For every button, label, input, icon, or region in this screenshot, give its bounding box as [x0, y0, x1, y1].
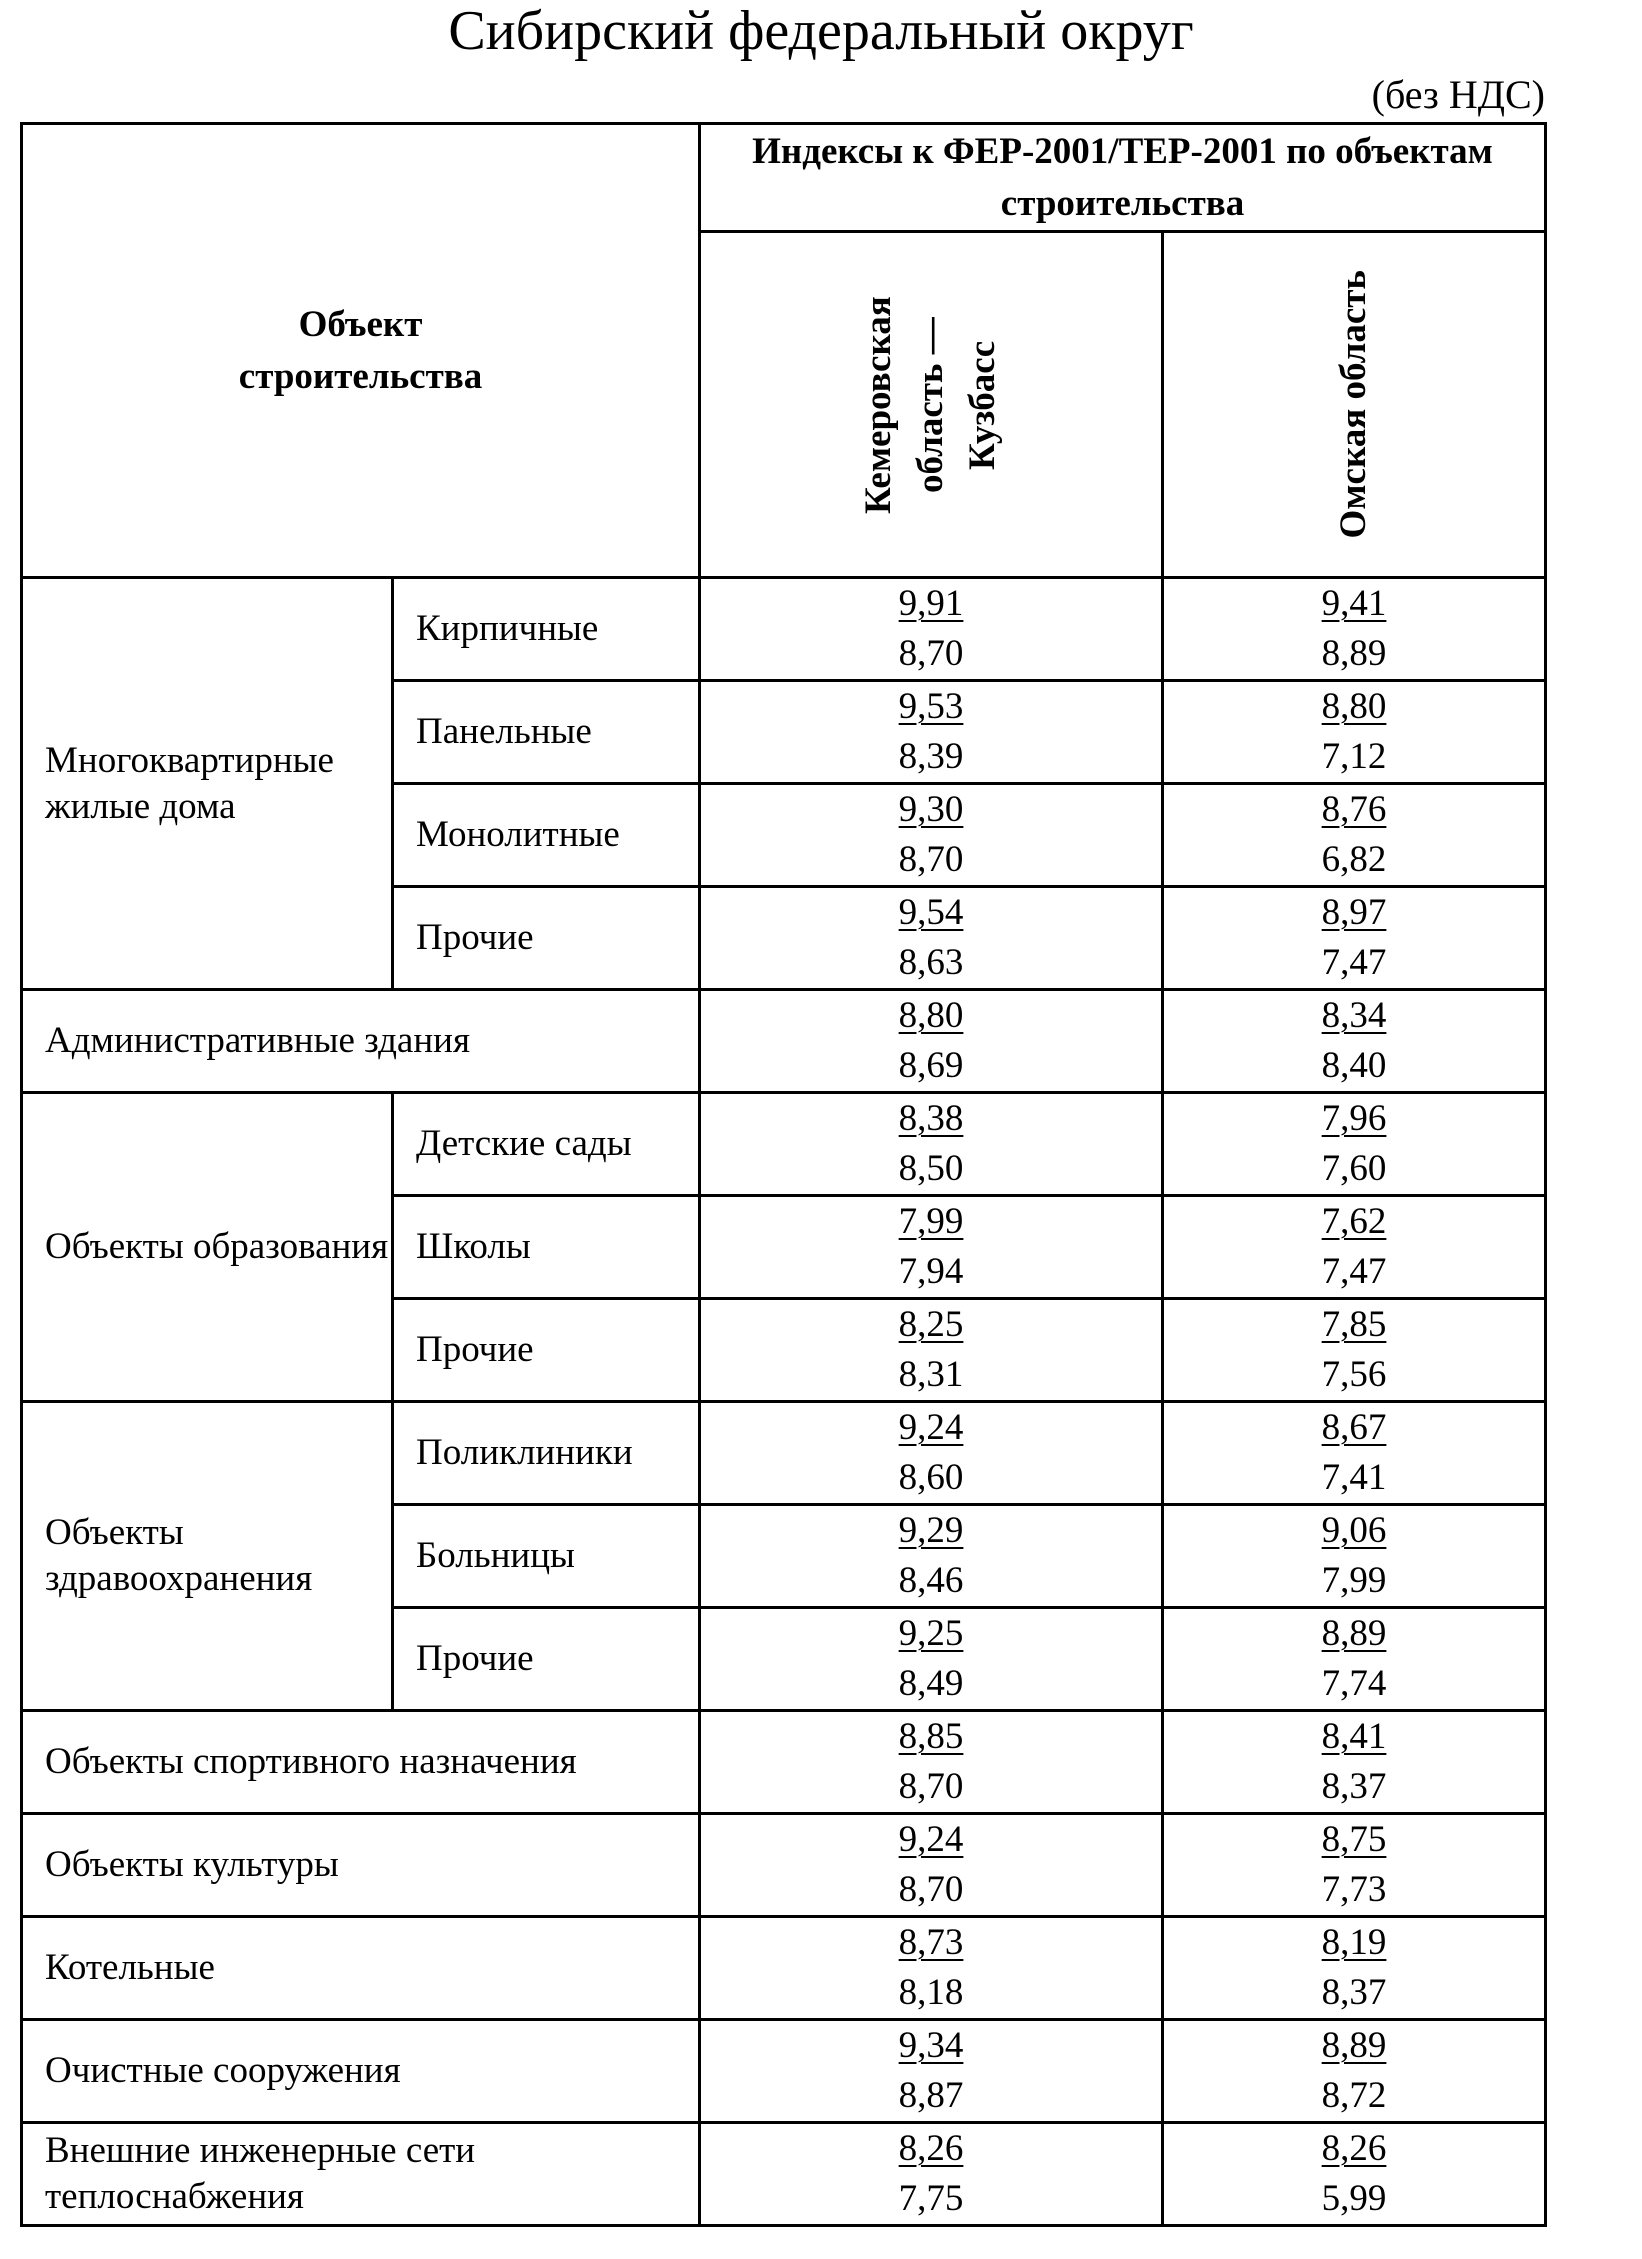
- index-value-bottom: 6,82: [1321, 839, 1387, 880]
- object-name: Объекты спортивного назначения: [22, 1711, 700, 1814]
- index-value-top: 9,30: [898, 789, 964, 830]
- index-value-bottom: 8,18: [898, 1972, 964, 2013]
- object-subtype: Прочие: [393, 887, 700, 990]
- table-row: [22, 1402, 1546, 1505]
- index-value-bottom: 7,94: [898, 1251, 964, 1292]
- value-cell-kemerovo: [700, 1093, 1163, 1196]
- index-value-bottom: 8,49: [898, 1663, 964, 1704]
- index-value-top: 8,89: [1321, 1613, 1387, 1654]
- object-subtype: Панельные: [393, 681, 700, 784]
- object-subtype: Прочие: [393, 1299, 700, 1402]
- index-value-top: 8,85: [898, 1716, 964, 1757]
- index-value-bottom: 8,70: [898, 1766, 964, 1807]
- index-value-bottom: 8,70: [898, 633, 964, 674]
- index-value-bottom: 8,70: [898, 1869, 964, 1910]
- index-value-bottom: 8,50: [898, 1148, 964, 1189]
- object-subtype: Школы: [393, 1196, 700, 1299]
- table-row: [22, 2020, 1546, 2123]
- index-value-bottom: 7,47: [1321, 1251, 1387, 1292]
- object-subtype: Кирпичные: [393, 578, 700, 681]
- region-header-omsk: [1163, 232, 1546, 578]
- index-value-bottom: 8,40: [1321, 1045, 1387, 1086]
- table-row: [22, 990, 1546, 1093]
- index-value-top: 8,89: [1321, 2025, 1387, 2066]
- index-value-top: 8,80: [898, 995, 964, 1036]
- object-name: Объекты культуры: [22, 1814, 700, 1917]
- value-cell-omsk: [1163, 681, 1546, 784]
- index-value-top: 8,97: [1321, 892, 1387, 933]
- index-value-top: 9,25: [898, 1613, 964, 1654]
- index-value-bottom: 8,72: [1321, 2075, 1387, 2116]
- value-cell-kemerovo: [700, 2020, 1163, 2123]
- index-value-bottom: 7,74: [1321, 1663, 1387, 1704]
- index-value-top: 8,26: [1321, 2128, 1387, 2169]
- value-cell-kemerovo: [700, 784, 1163, 887]
- vat-note: (без НДС): [1371, 72, 1545, 117]
- header-row: [22, 124, 1546, 232]
- value-cell-kemerovo: [700, 990, 1163, 1093]
- value-cell-omsk: [1163, 784, 1546, 887]
- index-value-bottom: 7,60: [1321, 1148, 1387, 1189]
- index-value-top: 8,73: [898, 1922, 964, 1963]
- index-value-bottom: 8,89: [1321, 633, 1387, 674]
- index-value-bottom: 8,87: [898, 2075, 964, 2116]
- index-value-top: 7,99: [898, 1201, 964, 1242]
- value-cell-kemerovo: [700, 1299, 1163, 1402]
- object-group-name: Объекты образования: [22, 1093, 393, 1402]
- value-cell-omsk: [1163, 1814, 1546, 1917]
- index-value-bottom: 8,63: [898, 942, 964, 983]
- index-value-bottom: 8,37: [1321, 1972, 1387, 2013]
- region-header-kemerovo: [700, 232, 1163, 578]
- value-cell-kemerovo: [700, 1402, 1163, 1505]
- index-value-bottom: 8,46: [898, 1560, 964, 1601]
- index-table: [20, 122, 1547, 2227]
- index-value-bottom: 8,37: [1321, 1766, 1387, 1807]
- value-cell-omsk: [1163, 1196, 1546, 1299]
- index-value-top: 8,34: [1321, 995, 1387, 1036]
- object-group-name: Объекты здравоохранения: [22, 1402, 393, 1711]
- object-group-name: Многоквартирные жилые дома: [22, 578, 393, 990]
- value-cell-omsk: [1163, 887, 1546, 990]
- index-value-bottom: 8,39: [898, 736, 964, 777]
- index-group-header: Индексы к ФЕР-2001/ТЕР-2001 по объектам строительства: [700, 124, 1546, 232]
- index-value-top: 7,62: [1321, 1201, 1387, 1242]
- value-cell-kemerovo: [700, 1505, 1163, 1608]
- index-value-top: 9,06: [1321, 1510, 1387, 1551]
- index-value-top: 9,34: [898, 2025, 964, 2066]
- index-value-bottom: 7,56: [1321, 1354, 1387, 1395]
- index-value-top: 9,41: [1321, 583, 1387, 624]
- index-value-bottom: 8,70: [898, 839, 964, 880]
- index-value-top: 8,76: [1321, 789, 1387, 830]
- object-subtype: Прочие: [393, 1608, 700, 1711]
- index-value-bottom: 7,41: [1321, 1457, 1387, 1498]
- index-value-top: 8,25: [898, 1304, 964, 1345]
- table-row: [22, 1711, 1546, 1814]
- index-value-top: 8,67: [1321, 1407, 1387, 1448]
- value-cell-kemerovo: [700, 1814, 1163, 1917]
- index-value-top: 9,54: [898, 892, 964, 933]
- index-value-top: 9,24: [898, 1819, 964, 1860]
- value-cell-kemerovo: [700, 1196, 1163, 1299]
- index-value-bottom: 7,75: [898, 2178, 964, 2219]
- region-label-omsk: Омская область: [1333, 270, 1375, 539]
- value-cell-omsk: [1163, 1299, 1546, 1402]
- index-value-bottom: 8,69: [898, 1045, 964, 1086]
- value-cell-omsk: [1163, 1608, 1546, 1711]
- index-value-bottom: 5,99: [1321, 2178, 1387, 2219]
- index-value-bottom: 8,60: [898, 1457, 964, 1498]
- table-row: [22, 578, 1546, 681]
- value-cell-kemerovo: [700, 1608, 1163, 1711]
- object-name: Административные здания: [22, 990, 700, 1093]
- index-value-top: 9,24: [898, 1407, 964, 1448]
- value-cell-kemerovo: [700, 1711, 1163, 1814]
- table-row: [22, 1814, 1546, 1917]
- index-value-top: 7,85: [1321, 1304, 1387, 1345]
- value-cell-omsk: [1163, 990, 1546, 1093]
- index-value-bottom: 7,73: [1321, 1869, 1387, 1910]
- value-cell-omsk: [1163, 1505, 1546, 1608]
- value-cell-omsk: [1163, 1093, 1546, 1196]
- index-value-top: 8,41: [1321, 1716, 1387, 1757]
- index-value-top: 9,53: [898, 686, 964, 727]
- table-row: [22, 2123, 1546, 2226]
- index-value-bottom: 7,99: [1321, 1560, 1387, 1601]
- index-value-bottom: 7,47: [1321, 942, 1387, 983]
- index-value-bottom: 7,12: [1321, 736, 1387, 777]
- value-cell-kemerovo: [700, 578, 1163, 681]
- region-label-kemerovo: Кемеровская область — Кузбасс: [858, 295, 1004, 514]
- index-value-top: 9,91: [898, 583, 964, 624]
- object-subtype: Монолитные: [393, 784, 700, 887]
- index-value-top: 8,19: [1321, 1922, 1387, 1963]
- table-row: [22, 1917, 1546, 2020]
- object-name: Внешние инженерные сети теплоснабжения: [22, 2123, 700, 2226]
- table-body: [22, 578, 1546, 2226]
- object-subtype: Больницы: [393, 1505, 700, 1608]
- index-value-top: 7,96: [1321, 1098, 1387, 1139]
- value-cell-omsk: [1163, 1711, 1546, 1814]
- value-cell-omsk: [1163, 2020, 1546, 2123]
- index-value-top: 8,75: [1321, 1819, 1387, 1860]
- index-value-top: 8,80: [1321, 686, 1387, 727]
- value-cell-kemerovo: [700, 1917, 1163, 2020]
- index-value-top: 8,26: [898, 2128, 964, 2169]
- object-subtype: Детские сады: [393, 1093, 700, 1196]
- value-cell-kemerovo: [700, 2123, 1163, 2226]
- table-row: [22, 1093, 1546, 1196]
- object-name: Котельные: [22, 1917, 700, 2020]
- object-subtype: Поликлиники: [393, 1402, 700, 1505]
- value-cell-kemerovo: [700, 681, 1163, 784]
- value-cell-omsk: [1163, 1917, 1546, 2020]
- index-value-bottom: 8,31: [898, 1354, 964, 1395]
- object-column-header: Объект строительства: [22, 124, 700, 578]
- value-cell-omsk: [1163, 1402, 1546, 1505]
- page-title: Сибирский федеральный округ: [448, 0, 1194, 62]
- index-value-top: 9,29: [898, 1510, 964, 1551]
- value-cell-kemerovo: [700, 887, 1163, 990]
- object-name: Очистные сооружения: [22, 2020, 700, 2123]
- index-value-top: 8,38: [898, 1098, 964, 1139]
- value-cell-omsk: [1163, 2123, 1546, 2226]
- value-cell-omsk: [1163, 578, 1546, 681]
